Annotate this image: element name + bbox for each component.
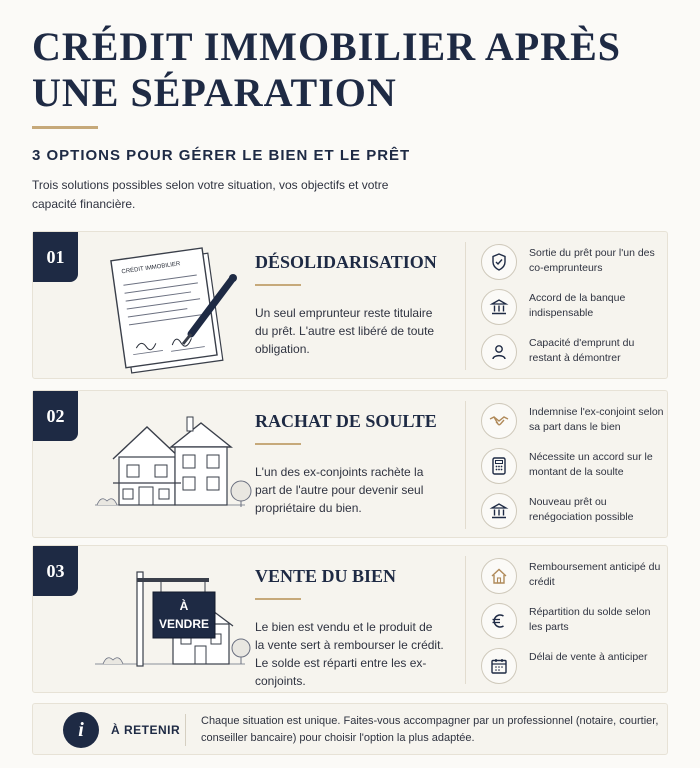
option-description: L'un des ex-conjoints rachète la part de l'autre pour devenir seul propriétaire du bien. — [255, 465, 424, 515]
bank-icon — [481, 289, 517, 325]
for-sale-house-illustration — [83, 552, 253, 688]
calculator-icon — [481, 448, 517, 484]
title-underline — [32, 126, 98, 129]
option-card-vente-du-bien — [32, 545, 668, 693]
feature-item — [481, 287, 666, 327]
option-card-rachat-de-soulte — [32, 390, 668, 538]
option-title: VENTE DU BIEN — [255, 566, 397, 586]
person-icon — [481, 334, 517, 370]
loan-document-illustration — [83, 238, 253, 374]
feature-text: Capacité d'emprunt du restant à démontrer — [529, 337, 635, 364]
card-divider — [465, 556, 466, 684]
document-label: CRÉDIT IMMOBILIER — [121, 261, 181, 276]
page-subtitle: 3 OPTIONS POUR GÉRER LE BIEN ET LE PRÊT — [32, 147, 411, 164]
option-number: 03 — [33, 546, 78, 596]
option-number: 02 — [33, 391, 78, 441]
feature-text: Indemnise l'ex-conjoint selon sa part dans le bien — [529, 406, 664, 433]
info-icon: i — [63, 712, 99, 748]
shield-check-icon — [481, 244, 517, 280]
option-description: Un seul emprunteur reste titulaire du prêt. L'autre est libéré de toute obligation. — [255, 306, 435, 356]
intro-text: Trois solutions possibles selon votre situation, vos objectifs et votre capacité financière. — [32, 178, 389, 211]
option-card-desolidarisation — [32, 231, 668, 379]
key-takeaway-box — [32, 703, 668, 755]
card-divider — [465, 401, 466, 529]
calendar-icon — [481, 648, 517, 684]
feature-item — [481, 556, 666, 596]
feature-text: Nécessite un accord sur le montant de la soulte — [529, 451, 653, 478]
handshake-icon — [481, 403, 517, 439]
card-divider — [465, 242, 466, 370]
option-title-underline — [255, 284, 301, 286]
sign-text-line: VENDRE — [158, 617, 210, 631]
page-title: CRÉDIT IMMOBILIER APRÈS UNE SÉPARATION — [32, 24, 622, 115]
option-title-underline — [255, 443, 301, 445]
option-title: DÉSOLIDARISATION — [255, 252, 437, 272]
feature-text: Sortie du prêt pour l'un des co-emprunteurs — [529, 247, 655, 274]
feature-item — [481, 491, 666, 531]
euro-icon — [481, 603, 517, 639]
feature-item — [481, 332, 666, 372]
feature-item — [481, 646, 666, 686]
feature-text: Délai de vente à anticiper — [529, 651, 648, 663]
feature-text: Répartition du solde selon les parts — [529, 606, 651, 633]
bank-icon — [481, 493, 517, 529]
feature-item — [481, 401, 666, 441]
house-icon — [481, 558, 517, 594]
option-number: 01 — [33, 232, 78, 282]
feature-text: Nouveau prêt ou renégociation possible — [529, 496, 634, 523]
takeaway-label: À RETENIR — [111, 723, 181, 737]
feature-item — [481, 601, 666, 641]
sign-text-line: À — [179, 599, 189, 613]
feature-item — [481, 242, 666, 282]
house-illustration — [83, 397, 253, 533]
option-title: RACHAT DE SOULTE — [255, 411, 437, 431]
feature-text: Remboursement anticipé du crédit — [529, 561, 661, 588]
feature-item — [481, 446, 666, 486]
feature-text: Accord de la banque indispensable — [529, 292, 626, 319]
takeaway-text: Chaque situation est unique. Faites-vous accompagner par un professionnel (notaire, courtier, conseiller bancaire) pour choisir l'option la plus adaptée. — [201, 715, 659, 744]
option-title-underline — [255, 598, 301, 600]
takeaway-divider — [185, 714, 186, 746]
option-description: Le bien est vendu et le produit de la vente sert à rembourser le crédit. Le solde est réparti entre les ex-conjoints. — [255, 620, 444, 688]
